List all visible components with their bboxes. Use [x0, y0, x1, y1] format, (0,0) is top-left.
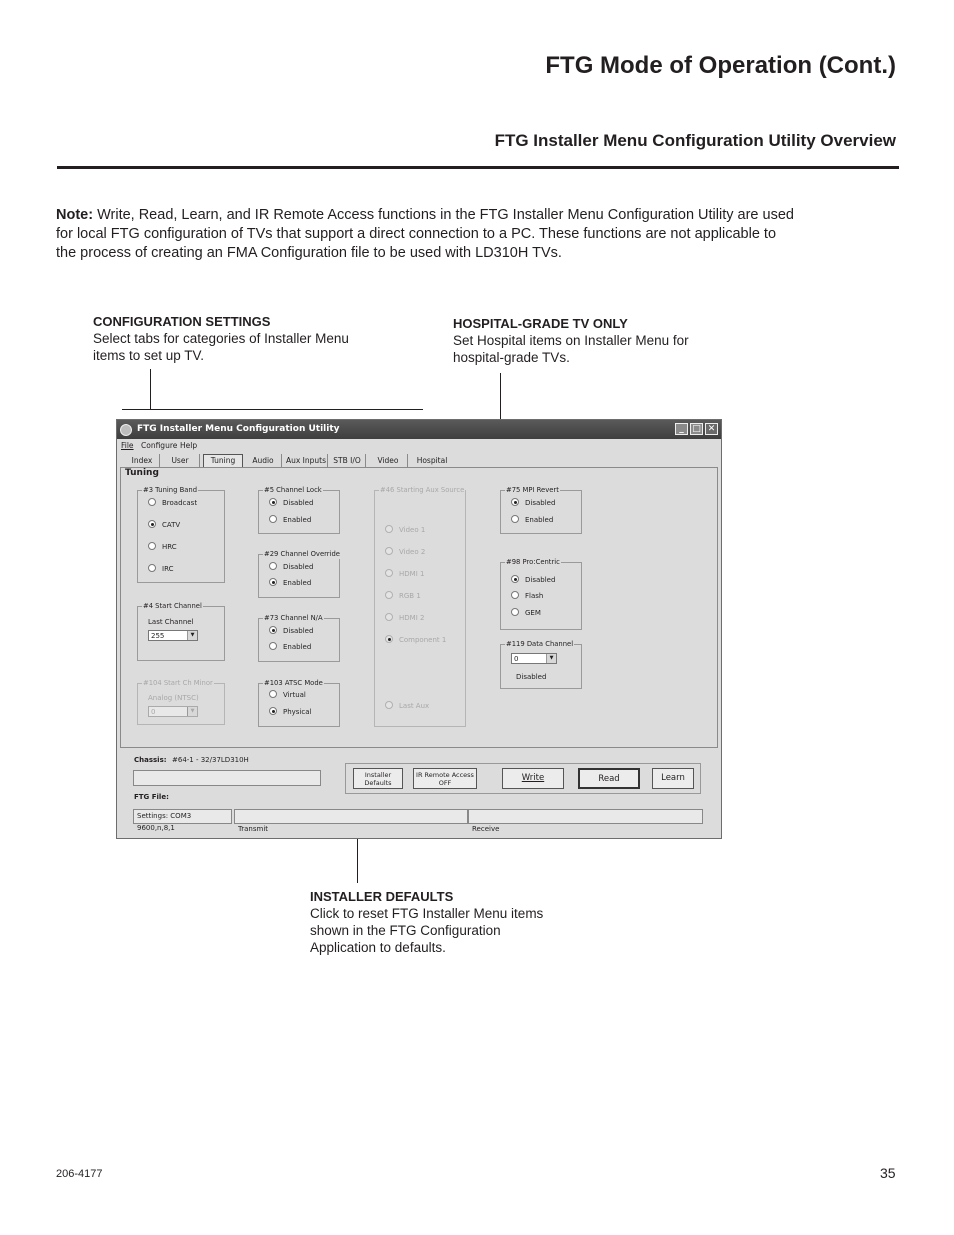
group-channel-override [258, 550, 340, 598]
transmit-label: Transmit [238, 825, 269, 833]
group-label: #98 Pro:Centric [506, 558, 560, 566]
status-receive-field [468, 809, 703, 824]
ir-remote-access-button[interactable]: IR Remote Access OFF [413, 768, 477, 789]
tab-user[interactable]: User [161, 454, 200, 467]
radio-hrc[interactable]: HRC [148, 542, 177, 552]
status-transmit-field [234, 809, 468, 824]
group-data-channel [500, 640, 582, 689]
title-bar [117, 420, 721, 439]
callout-config-text: Select tabs for categories of Installer Menu items to set up TV. [93, 331, 349, 363]
radio-procentric-disabled[interactable]: Disabled [511, 575, 555, 585]
group-aux-source [374, 486, 466, 727]
group-label: #103 ATSC Mode [264, 679, 323, 687]
callout-defaults-title: INSTALLER DEFAULTS [310, 889, 454, 904]
note-label: Note: [56, 207, 94, 223]
radio-video-2: Video 2 [385, 547, 425, 557]
page-title: FTG Mode of Operation (Cont.) [545, 52, 896, 79]
panel-title: Tuning [125, 468, 159, 478]
callout-hospital-title: HOSPITAL-GRADE TV ONLY [453, 316, 628, 331]
radio-rgb-1: RGB 1 [385, 591, 421, 601]
radio-virtual[interactable]: Virtual [269, 690, 306, 700]
menu-file[interactable]: File [121, 441, 134, 450]
chassis-field [133, 770, 321, 786]
group-label: #4 Start Channel [143, 602, 202, 610]
write-button[interactable]: Write [502, 768, 564, 789]
group-label: #104 Start Ch Minor [143, 679, 213, 687]
leader-line [122, 409, 423, 410]
header-rule [57, 166, 899, 169]
ftg-file-label: FTG File: [134, 793, 169, 801]
callout-hospital [453, 315, 693, 366]
read-button[interactable]: Read [578, 768, 640, 789]
maximize-icon[interactable]: □ [690, 423, 703, 435]
menu-bar [117, 439, 721, 452]
chevron-down-icon: ▼ [187, 707, 197, 716]
radio-na-disabled[interactable]: Disabled [269, 626, 313, 636]
tab-index[interactable]: Index [125, 454, 160, 467]
radio-video-1: Video 1 [385, 525, 425, 535]
learn-button[interactable]: Learn [652, 768, 694, 789]
tab-video[interactable]: Video [369, 454, 408, 467]
group-label: #3 Tuning Band [143, 486, 198, 494]
group-atsc-mode [258, 679, 340, 727]
minimize-icon[interactable]: _ [675, 423, 688, 435]
tab-stb-io[interactable]: STB I/O [329, 454, 366, 467]
group-label: #29 Channel Override [264, 550, 340, 558]
radio-broadcast[interactable]: Broadcast [148, 498, 197, 508]
radio-catv[interactable]: CATV [148, 520, 180, 530]
installer-defaults-button[interactable]: Installer Defaults [353, 768, 403, 789]
group-label: #119 Data Channel [506, 640, 574, 648]
close-icon[interactable]: ✕ [705, 423, 718, 435]
tab-audio[interactable]: Audio [245, 454, 282, 467]
callout-config-title: CONFIGURATION SETTINGS [93, 314, 271, 329]
group-label: #5 Channel Lock [264, 486, 322, 494]
radio-irc[interactable]: IRC [148, 564, 173, 574]
tab-row [121, 454, 717, 468]
data-channel-select[interactable]: 0 ▼ [511, 653, 557, 664]
group-label: #73 Channel N/A [264, 614, 323, 622]
radio-physical[interactable]: Physical [269, 707, 311, 717]
radio-procentric-flash[interactable]: Flash [511, 591, 543, 601]
chassis-label: Chassis: [134, 756, 167, 764]
menu-configure[interactable]: Configure [141, 441, 178, 450]
group-channel-lock [258, 486, 340, 534]
page-number: 35 [880, 1165, 896, 1181]
callout-installer-defaults [310, 888, 560, 956]
radio-override-enabled[interactable]: Enabled [269, 578, 311, 588]
radio-na-enabled[interactable]: Enabled [269, 642, 311, 652]
last-channel-select[interactable]: 255 ▼ [148, 630, 198, 641]
group-tuning-band [137, 486, 225, 583]
app-window [116, 419, 722, 839]
tab-hospital[interactable]: Hospital [416, 456, 448, 465]
radio-procentric-gem[interactable]: GEM [511, 608, 541, 618]
group-label: #46 Starting Aux Source [380, 486, 465, 494]
menu-help[interactable]: Help [180, 441, 198, 450]
radio-component-1: Component 1 [385, 635, 446, 645]
window-title: FTG Installer Menu Configuration Utility [137, 424, 340, 434]
note-paragraph [56, 206, 796, 263]
minor-channel-select: 0 ▼ [148, 706, 198, 717]
chevron-down-icon: ▼ [187, 631, 197, 640]
radio-override-disabled[interactable]: Disabled [269, 562, 313, 572]
radio-hdmi-2: HDMI 2 [385, 613, 424, 623]
callout-defaults-text: Click to reset FTG Installer Menu items shown in the FTG Configuration Application to defaults. [310, 906, 544, 955]
status-settings: Settings: COM3 9600,n,8,1 [133, 809, 232, 824]
app-icon [120, 424, 132, 436]
note-text: Write, Read, Learn, and IR Remote Access functions in the FTG Installer Menu Configuration Utility are used for local FTG configuration of TVs that support a direct connection to a PC. These functions are not applicable to the process of creating an FMA Configuration file to be used with LD310H TVs. [56, 207, 794, 261]
radio-lock-enabled[interactable]: Enabled [269, 515, 311, 525]
radio-lock-disabled[interactable]: Disabled [269, 498, 313, 508]
group-label: #75 MPI Revert [506, 486, 559, 494]
radio-last-aux: Last Aux [385, 701, 429, 711]
receive-label: Receive [472, 825, 500, 833]
leader-line [150, 369, 151, 409]
group-start-channel [137, 602, 225, 661]
group-pro-centric [500, 558, 582, 630]
callout-configuration-settings [93, 313, 353, 364]
callout-hospital-text: Set Hospital items on Installer Menu for hospital-grade TVs. [453, 333, 689, 365]
radio-mpi-disabled[interactable]: Disabled [511, 498, 555, 508]
section-title: FTG Installer Menu Configuration Utility Overview [494, 131, 896, 150]
tab-tuning[interactable]: Tuning [203, 454, 243, 468]
radio-mpi-enabled[interactable]: Enabled [511, 515, 553, 525]
tab-aux-inputs[interactable]: Aux Inputs [285, 456, 327, 465]
data-channel-status: Disabled [516, 673, 547, 681]
analog-ntsc-label: Analog (NTSC) [148, 694, 199, 702]
radio-hdmi-1: HDMI 1 [385, 569, 424, 579]
group-start-ch-minor [137, 679, 225, 725]
last-channel-label: Last Channel [148, 618, 194, 626]
doc-number: 206-4177 [56, 1168, 103, 1180]
chassis-value: #64-1 - 32/37LD310H [172, 756, 249, 764]
group-mpi-revert [500, 486, 582, 534]
chevron-down-icon: ▼ [546, 654, 556, 663]
group-channel-na [258, 614, 340, 662]
